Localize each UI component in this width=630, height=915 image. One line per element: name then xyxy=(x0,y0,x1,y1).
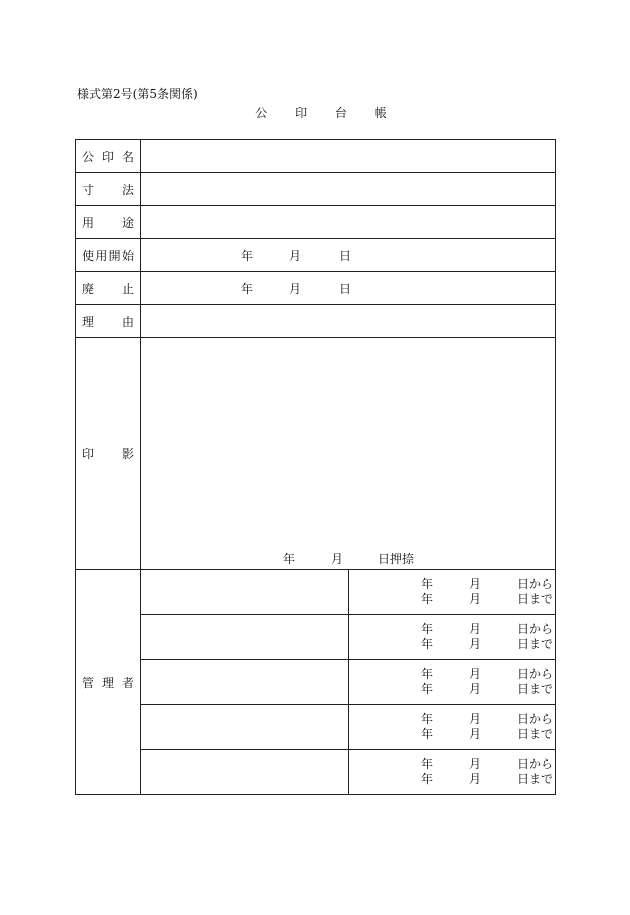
form-number: 様式第2号(第5条関係) xyxy=(77,87,198,101)
manager-name-4 xyxy=(141,705,349,750)
label-abolition: 廃 止 xyxy=(82,281,134,296)
manager-name-3 xyxy=(141,660,349,705)
label-purpose: 用 途 xyxy=(82,215,134,230)
seal-date: 年 月 日押捺 xyxy=(283,552,415,566)
label-seal-name: 公 印 名 xyxy=(76,140,141,173)
label-impression: 印 影 xyxy=(82,447,134,461)
manager-name-2 xyxy=(141,615,349,660)
label-manager: 管 理 者 xyxy=(82,675,134,690)
manager-period-1: 年 月 日から 年 月 日まで xyxy=(349,570,556,615)
manager-name-1 xyxy=(141,570,349,615)
manager-period-5: 年 月 日から 年 月 日まで xyxy=(349,750,556,795)
manager-period-4: 年 月 日から 年 月 日まで xyxy=(349,705,556,750)
start-date-field: 年 月 日 xyxy=(141,239,556,272)
reason-field xyxy=(141,305,556,338)
abolition-date-field: 年 月 日 xyxy=(141,272,556,305)
seal-register-table xyxy=(75,139,556,795)
manager-name-5 xyxy=(141,750,349,795)
impression-field xyxy=(141,338,556,570)
label-start-use: 使 用 開 始 xyxy=(76,239,141,272)
label-size: 寸 法 xyxy=(82,182,134,197)
purpose-field xyxy=(141,206,556,239)
manager-period-2: 年 月 日から 年 月 日まで xyxy=(349,615,556,660)
label-reason: 理 由 xyxy=(82,314,134,329)
manager-period-3: 年 月 日から 年 月 日まで xyxy=(349,660,556,705)
page-title: 公 印 台 帳 xyxy=(255,106,399,120)
seal-name-field xyxy=(141,140,556,173)
size-field xyxy=(141,173,556,206)
